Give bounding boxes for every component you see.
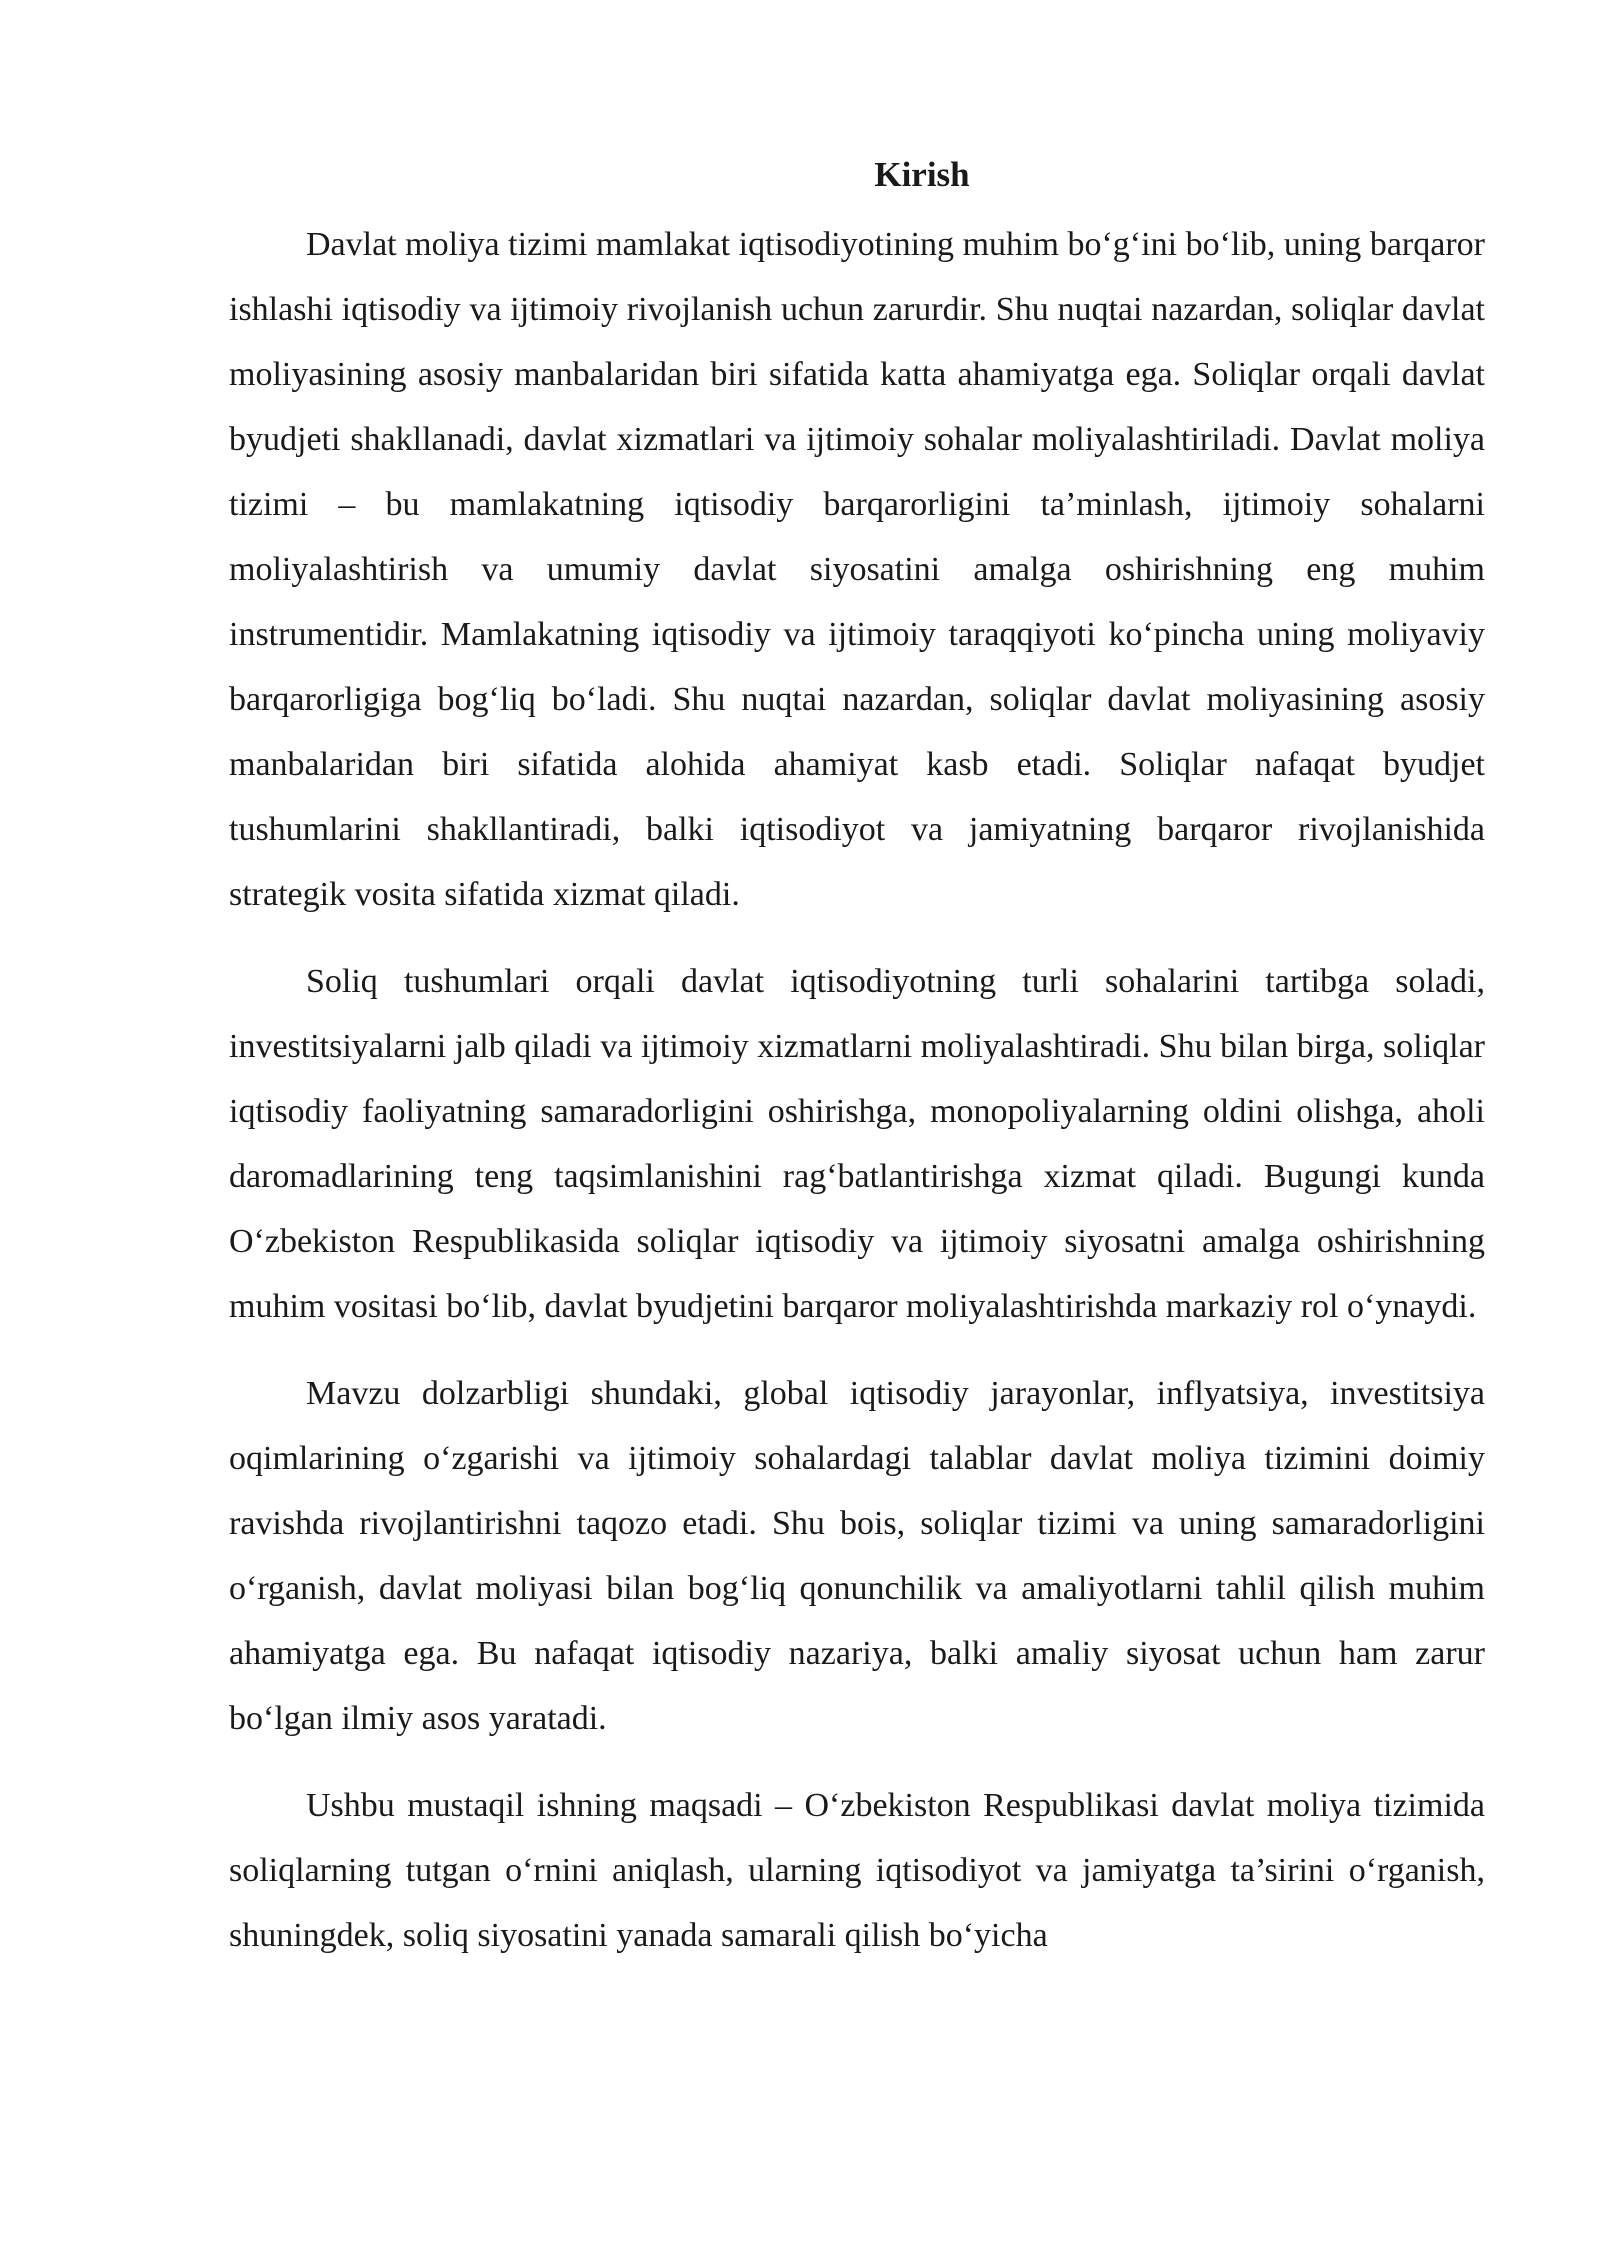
paragraph-1: Davlat moliya tizimi mamlakat iqtisodiyotining muhim bo‘g‘ini bo‘lib, uning barqaror ishlashi iqtisodiy va ijtimoiy rivojlanish uchun zarurdir. Shu nuqtai nazardan, soliqlar davlat moliyasining asosiy manbalaridan biri sifatida katta ahamiyatga ega. Soliqlar orqali davlat byudjeti shakllanadi, davlat xizmatlari va ijtimoiy sohalar moliyalashtiriladi. Davlat moliya tizimi – bu mamlakatning iqtisodiy barqarorligini ta’minlash, ijtimoiy sohalarni moliyalashtirish va umumiy davlat siyosatini amalga oshirishning eng muhim instrumentidir. Mamlakatning iqtisodiy va ijtimoiy taraqqiyoti ko‘pincha uning moliyaviy barqarorligiga bog‘liq bo‘ladi. Shu nuqtai nazardan, soliqlar davlat moliyasining asosiy manbalaridan biri sifatida alohida ahamiyat kasb etadi. Soliqlar nafaqat byudjet tushumlarini shakllantiradi, balki iqtisodiyot va jamiyatning barqaror rivojlanishida strategik vosita sifatida xizmat qiladi. [229, 226, 1485, 913]
paragraph-3: Mavzu dolzarbligi shundaki, global iqtisodiy jarayonlar, inflyatsiya, investitsiya oqimlarining o‘zgarishi va ijtimoiy sohalardagi talablar davlat moliya tizimini doimiy ravishda rivojlantirishni taqozo etadi. Shu bois, soliqlar tizimi va uning samaradorligini o‘rganish, davlat moliyasi bilan bog‘liq qonunchilik va amaliyotlarni tahlil qilish muhim ahamiyatga ega. Bu nafaqat iqtisodiy nazariya, balki amaliy siyosat uchun ham zarur bo‘lgan ilmiy asos yaratadi. [229, 1375, 1485, 1737]
paragraph-2: Soliq tushumlari orqali davlat iqtisodiyotning turli sohalarini tartibga soladi, investitsiyalarni jalb qiladi va ijtimoiy xizmatlarni moliyalashtiradi. Shu bilan birga, soliqlar iqtisodiy faoliyatning samaradorligini oshirishga, monopoliyalarning oldini olishga, aholi daromadlarining teng taqsimlanishini rag‘batlantirishga xizmat qiladi. Bugungi kunda O‘zbekiston Respublikasida soliqlar iqtisodiy va ijtimoiy siyosatni amalga oshirishning muhim vositasi bo‘lib, davlat byudjetini barqaror moliyalashtirishda markaziy rol o‘ynaydi. [229, 963, 1485, 1325]
paragraph-4: Ushbu mustaqil ishning maqsadi – O‘zbekiston Respublikasi davlat moliya tizimida soliqlarning tutgan o‘rnini aniqlash, ularning iqtisodiyot va jamiyatga ta’sirini o‘rganish, shuningdek, soliq siyosatini yanada samarali qilish bo‘yicha [229, 1787, 1485, 1954]
page-title: Kirish [874, 155, 970, 194]
document-body [229, 150, 1485, 1990]
